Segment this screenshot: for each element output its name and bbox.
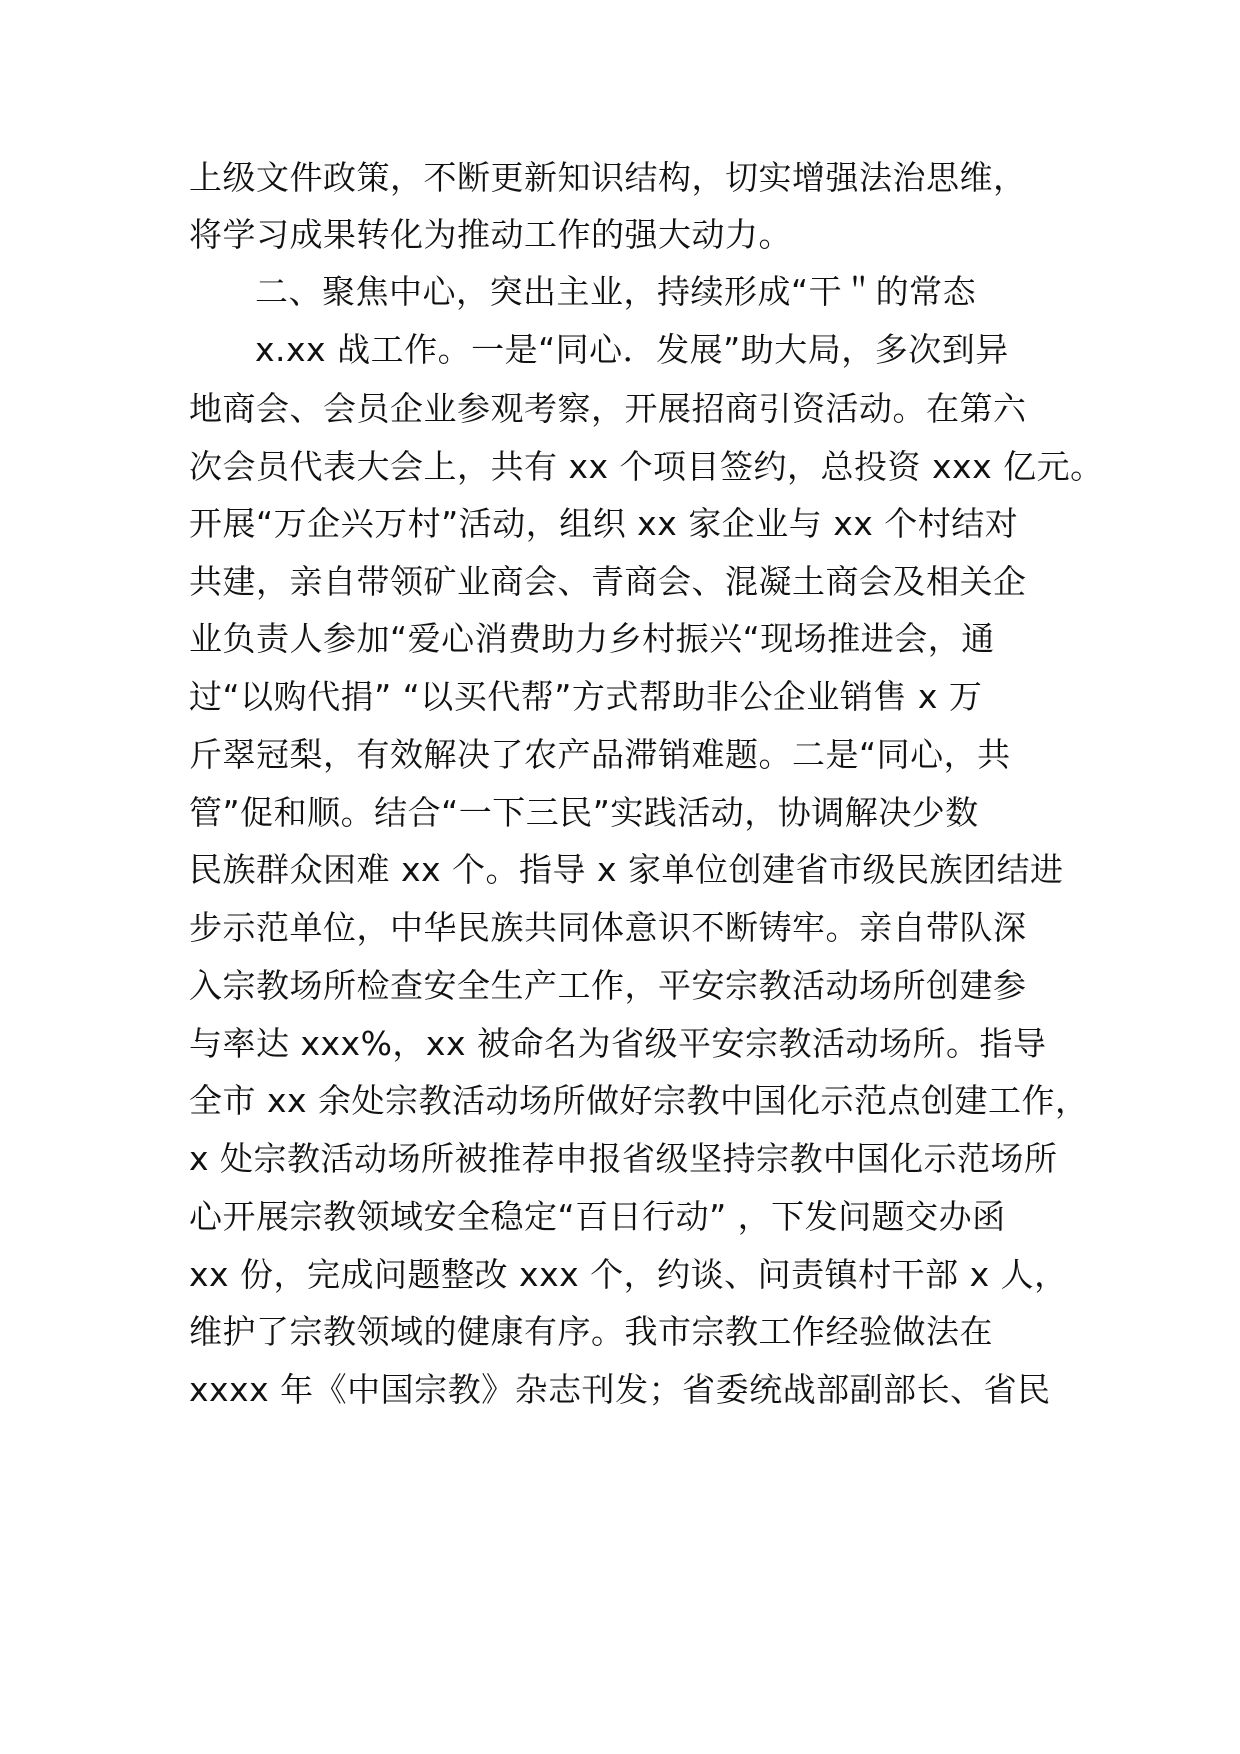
text-line: 开展“万企兴万村”活动，组织 xx 家企业与 xx 个村结对: [189, 504, 1019, 543]
text-line: xxxx 年《中国宗教》杂志刊发；省委统战部副部长、省民: [189, 1370, 1051, 1409]
text-line: 地商会、会员企业参观考察，开展招商引资活动。在第六: [189, 389, 1027, 428]
text-line: 全市 xx 余处宗教活动场所做好宗教中国化示范点创建工作，: [189, 1081, 1089, 1120]
text-line: x.xx 战工作。一是“同心．发展”助大局，多次到异: [255, 330, 1009, 369]
text-line: 将学习成果转化为推动工作的强大动力。: [189, 215, 792, 254]
text-line: 与率达 xxx%，xx 被命名为省级平安宗教活动场所。指导: [189, 1024, 1047, 1063]
section-heading: 二、聚焦中心，突出主业，持续形成“干＂的常态: [255, 272, 977, 311]
text-line: 共建，亲自带领矿业商会、青商会、混凝土商会及相关企: [189, 562, 1027, 601]
text-line: x 处宗教活动场所被推荐申报省级坚持宗教中国化示范场所: [189, 1139, 1058, 1178]
text-line: 过“以购代捐” “以买代帮”方式帮助非公企业销售 x 万: [189, 677, 983, 716]
text-line: 斤翠冠梨，有效解决了农产品滞销难题。二是“同心，共: [189, 735, 1011, 774]
text-line: 上级文件政策，不断更新知识结构，切实增强法治思维，: [189, 158, 1027, 197]
text-line: 次会员代表大会上，共有 xx 个项目签约，总投资 xxx 亿元。: [189, 447, 1104, 486]
text-line: 民族群众困难 xx 个。指导 x 家单位创建省市级民族团结进: [189, 850, 1064, 889]
text-line: 步示范单位，中华民族共同体意识不断铸牢。亲自带队深: [189, 908, 1027, 947]
text-line: 心开展宗教领域安全稳定“百日行动” ，下发问题交办函: [189, 1197, 1006, 1236]
text-line: xx 份，完成问题整改 xxx 个，约谈、问责镇村干部 x 人，: [189, 1255, 1068, 1294]
text-line: 入宗教场所检查安全生产工作，平安宗教活动场所创建参: [189, 966, 1027, 1005]
text-line: 业负责人参加“爱心消费助力乡村振兴“现场推进会，通: [189, 619, 995, 658]
text-line: 管”促和顺。结合“一下三民”实践活动，协调解决少数: [189, 793, 979, 832]
text-line: 维护了宗教领域的健康有序。我市宗教工作经验做法在: [189, 1312, 993, 1351]
